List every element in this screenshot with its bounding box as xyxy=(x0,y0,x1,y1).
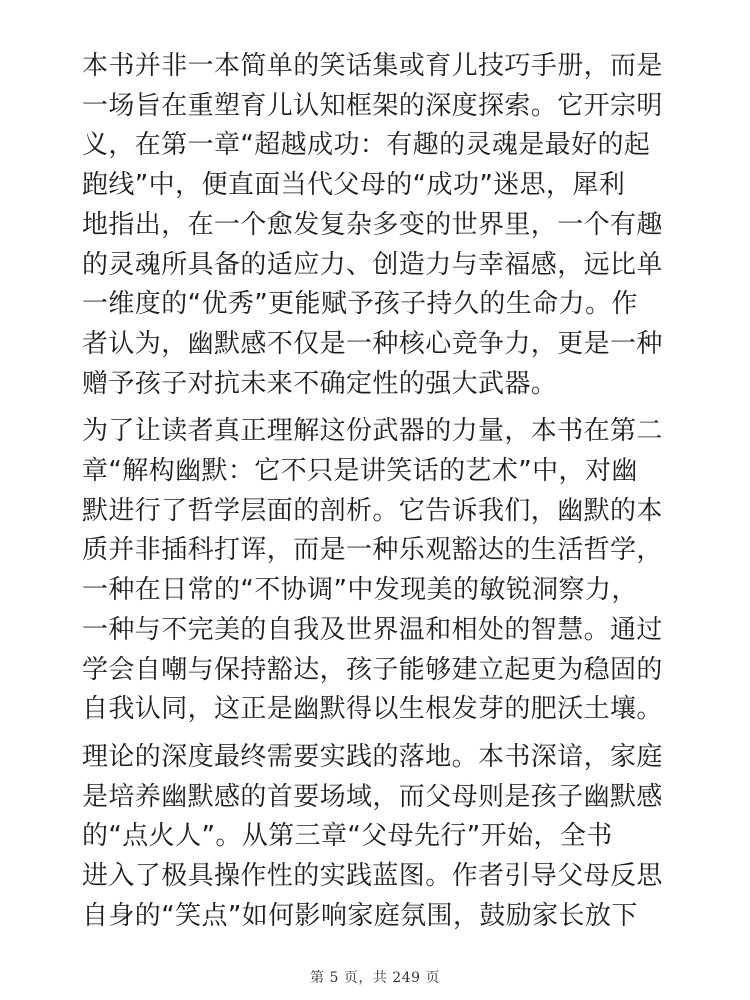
text-line: 的“点火人”。从第三章“父母先行”开始，全书 xyxy=(82,821,613,852)
text-line: 的灵魂所具备的适应力、创造力与幸福感，远比单 xyxy=(82,249,663,280)
text-line: 是培养幽默感的首要场域，而父母则是孩子幽默感 xyxy=(82,781,663,812)
text-line: 一维度的“优秀”更能赋予孩子持久的生命力。作 xyxy=(82,289,638,320)
text-line: 默进行了哲学层面的剖析。它告诉我们，幽默的本 xyxy=(82,495,663,526)
text-line: 者认为，幽默感不仅是一种核心竞争力，更是一种 xyxy=(82,328,663,359)
text-line: 章“解构幽默：它不只是讲笑话的艺术”中，对幽 xyxy=(82,456,638,487)
text-line: 义，在第一章“超越成功：有趣的灵魂是最好的起 xyxy=(82,130,651,161)
text-line: 自我认同，这正是幽默得以生根发芽的肥沃土壤。 xyxy=(82,694,663,725)
text-line: 一种与不完美的自我及世界温和相处的智慧。通过 xyxy=(82,614,663,645)
body-text xyxy=(82,47,672,944)
text-line: 赠予孩子对抗未来不确定性的强大武器。 xyxy=(82,368,558,399)
page-number-footer: 第 5 页，共 249 页 xyxy=(310,970,440,986)
text-line: 本书并非一本简单的笑话集或育儿技巧手册，而是 xyxy=(82,51,663,81)
text-line: 地指出，在一个愈发复杂多变的世界里，一个有趣 xyxy=(82,209,663,240)
text-line: 学会自嘲与保持豁达，孩子能够建立起更为稳固的 xyxy=(82,654,663,685)
text-line: 进入了极具操作性的实践蓝图。作者引导父母反思 xyxy=(82,861,663,892)
text-line: 为了让读者真正理解这份武器的力量，本书在第二 xyxy=(82,416,663,447)
text-line: 自身的“笑点”如何影响家庭氛围，鼓励家长放下 xyxy=(82,900,638,931)
text-line: 理论的深度最终需要实践的落地。本书深谙，家庭 xyxy=(82,741,663,772)
text-line: 跑线”中，便直面当代父母的“成功”迷思，犀利 xyxy=(82,170,626,201)
paragraph-1 xyxy=(82,47,672,404)
paragraph-2 xyxy=(82,412,672,730)
text-line: 一种在日常的“不协调”中发现美的敏锐洞察力， xyxy=(82,575,638,606)
text-line: 一场旨在重塑育儿认知框架的深度探索。它开宗明 xyxy=(82,90,663,121)
paragraph-3 xyxy=(82,738,672,937)
text-line: 质并非插科打诨，而是一种乐观豁达的生活哲学， xyxy=(82,535,663,566)
